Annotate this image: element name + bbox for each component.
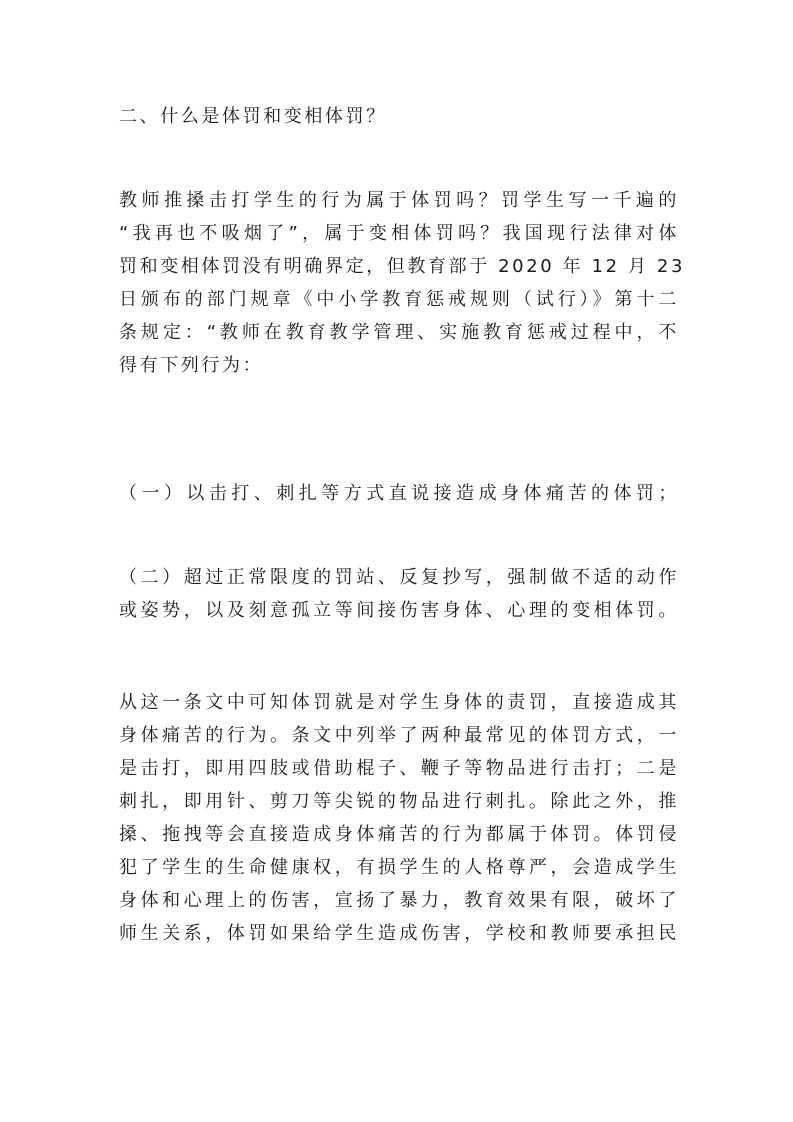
section-heading bbox=[119, 100, 679, 133]
heading-text: 二、什么是体罚和变相体罚？ bbox=[119, 106, 387, 127]
text-line: 是击打，即用四肢或借助棍子、鞭子等物品进行击打；二是 bbox=[119, 758, 679, 779]
text-line: 犯了学生的生命健康权，有损学生的人格尊严，会造成学生 bbox=[119, 857, 679, 878]
text-line: 得有下列行为： bbox=[119, 355, 264, 376]
text-line: 条规定：“教师在教育教学管理、实施教育惩戒过程中，不 bbox=[119, 322, 679, 343]
text-line: 搡、拖拽等会直接造成身体痛苦的行为都属于体罚。体罚侵 bbox=[119, 824, 679, 845]
text-line: 或姿势，以及刻意孤立等间接伤害身体、心理的变相体罚。 bbox=[119, 600, 679, 621]
list-item-one bbox=[119, 477, 679, 510]
text-line: 从这一条文中可知体罚就是对学生身体的责罚，直接造成其 bbox=[119, 692, 679, 713]
paragraph-explanation bbox=[119, 686, 679, 950]
text-line: 教师推搡击打学生的行为属于体罚吗？罚学生写一千遍的 bbox=[119, 190, 679, 211]
text-line: 罚和变相体罚没有明确界定，但教育部于 2020 年 12 月 23 bbox=[119, 256, 686, 277]
text-line: （二）超过正常限度的罚站、反复抄写，强制做不适的动作 bbox=[119, 567, 679, 588]
text-line: 身体痛苦的行为。条文中列举了两种最常见的体罚方式，一 bbox=[119, 725, 679, 746]
list-item-two bbox=[119, 561, 679, 627]
text-line: （一）以击打、刺扎等方式直说接造成身体痛苦的体罚； bbox=[119, 483, 679, 504]
paragraph-intro bbox=[119, 184, 686, 382]
text-line: 身体和心理上的伤害，宣扬了暴力，教育效果有限，破坏了 bbox=[119, 890, 679, 911]
text-line: 日颁布的部门规章《中小学教育惩戒规则（试行）》第十二 bbox=[119, 289, 679, 310]
text-line: 师生关系，体罚如果给学生造成伤害，学校和教师要承担民 bbox=[119, 923, 679, 944]
text-line: “我再也不吸烟了”，属于变相体罚吗？我国现行法律对体 bbox=[119, 223, 679, 244]
text-line: 刺扎，即用针、剪刀等尖锐的物品进行刺扎。除此之外，推 bbox=[119, 791, 679, 812]
